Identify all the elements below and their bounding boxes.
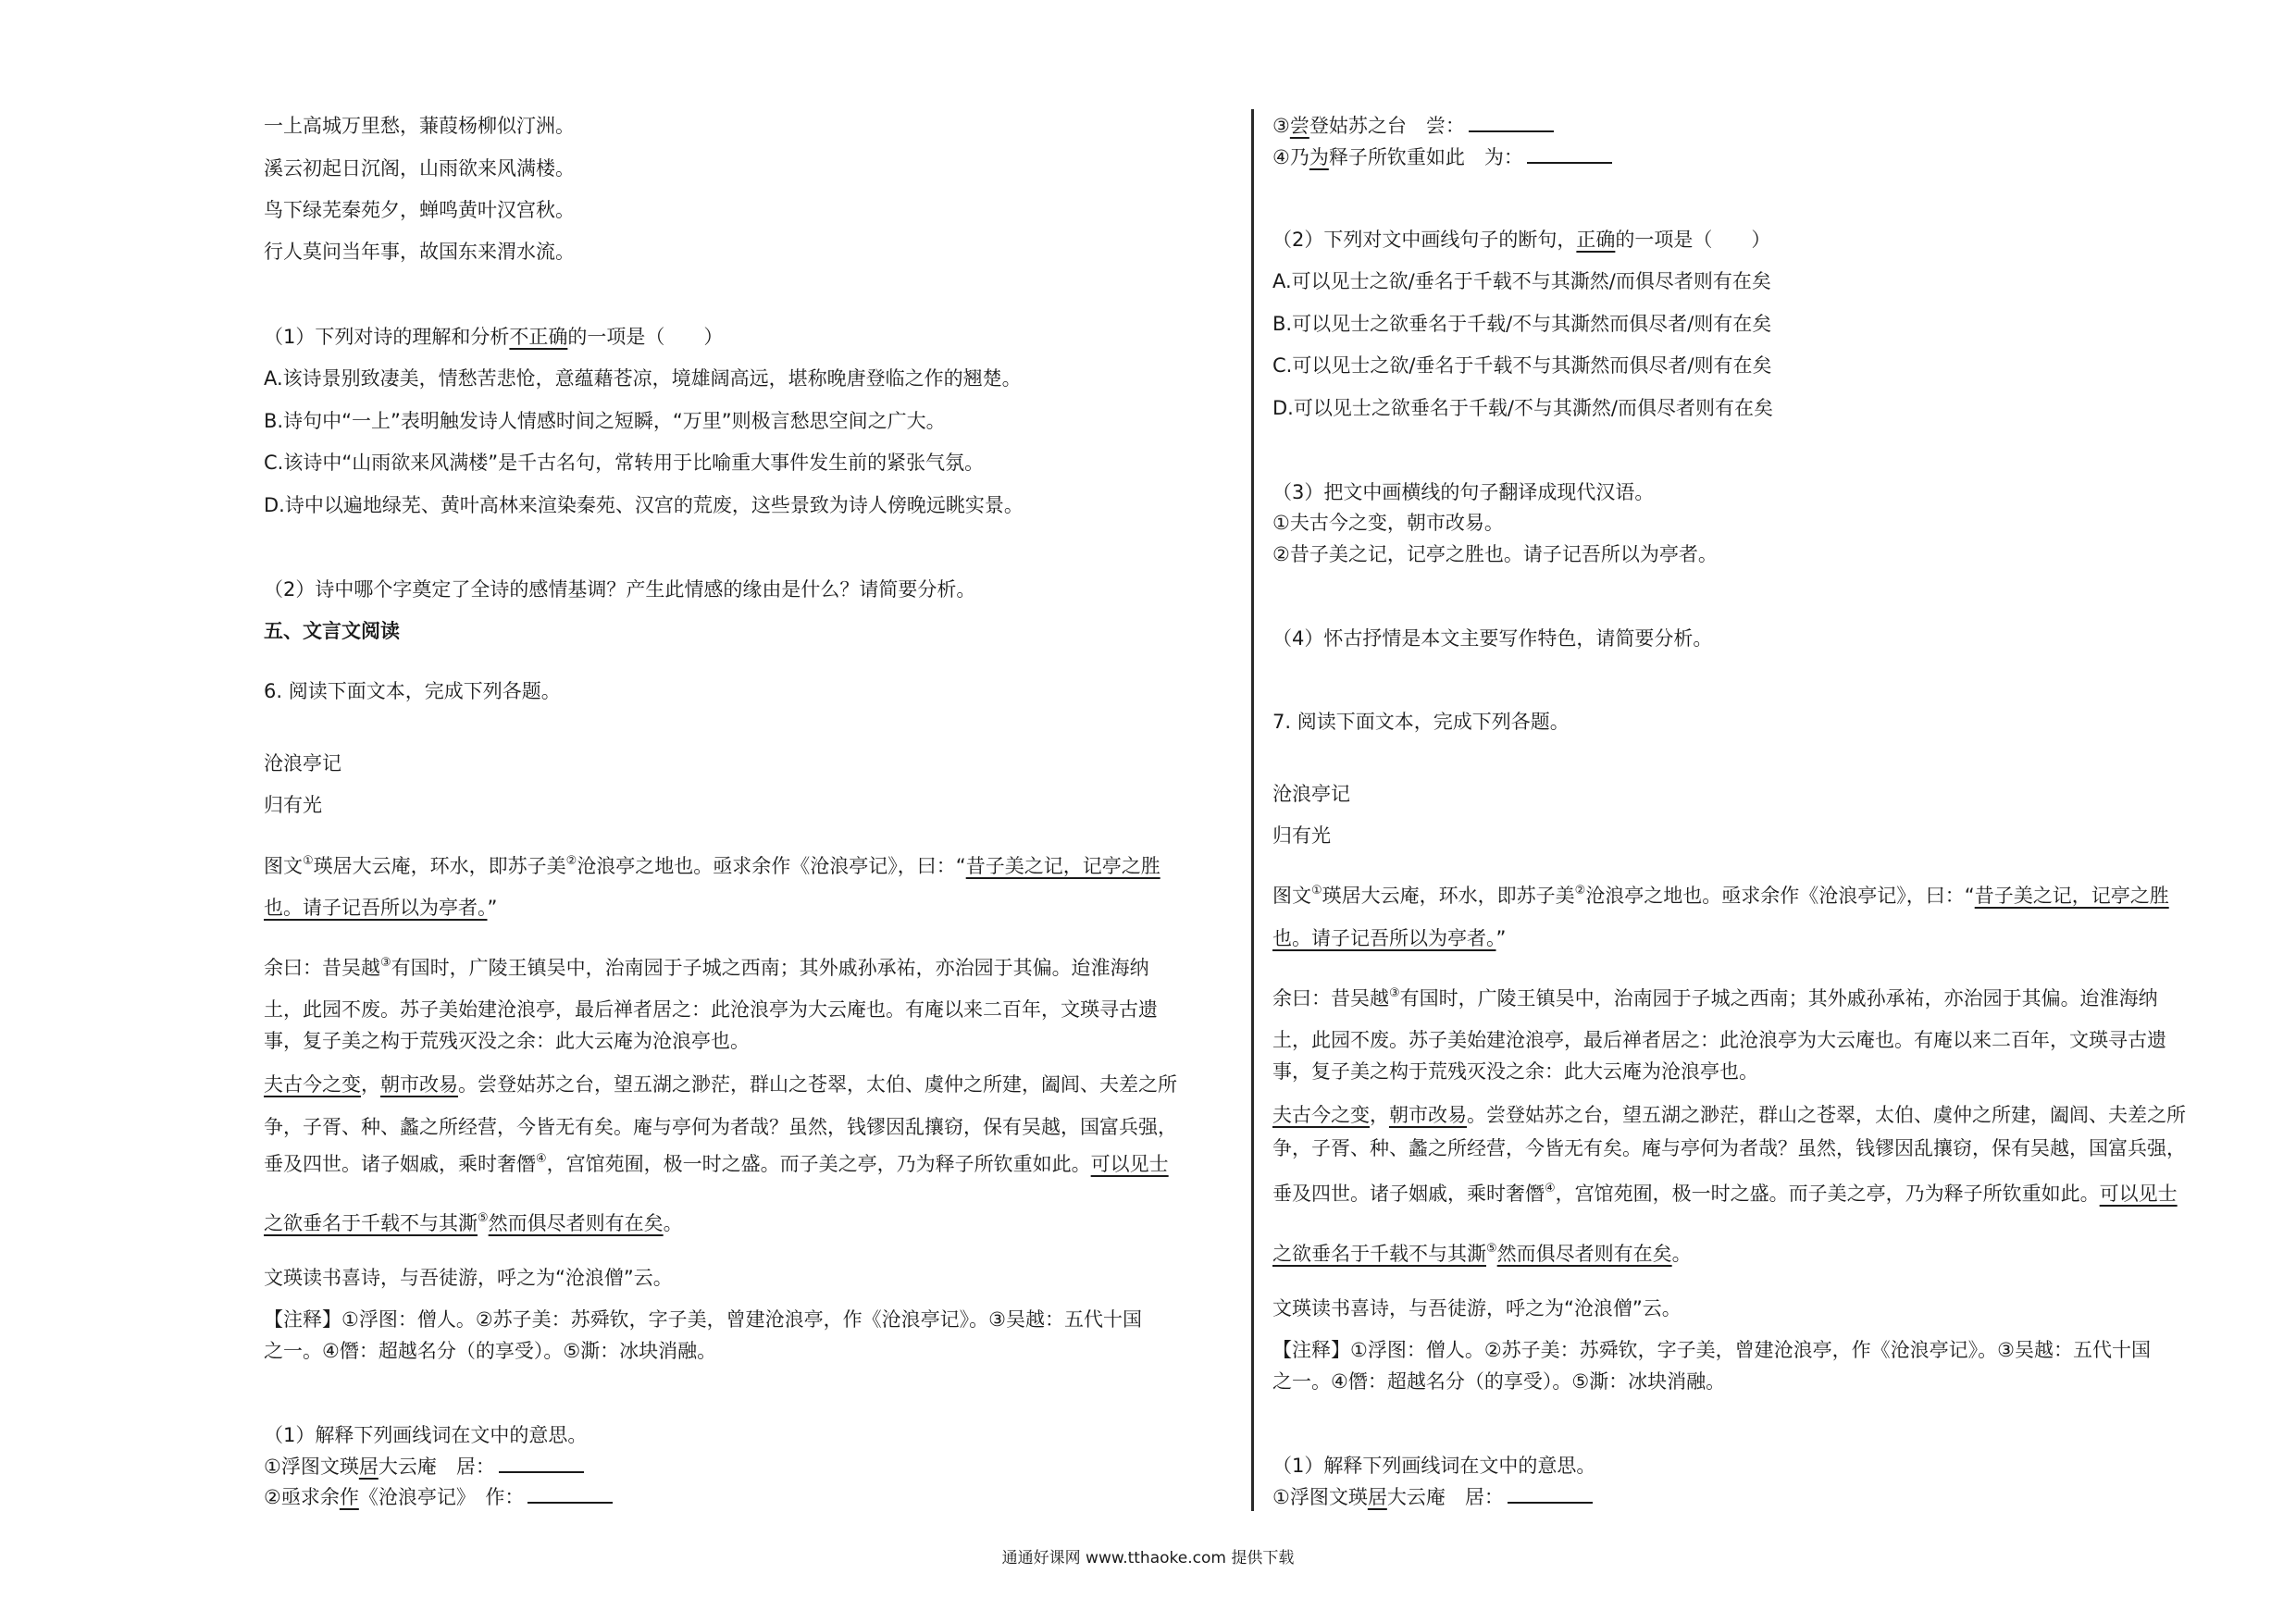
option-b: B.可以见士之欲垂名于千载/不与其澌然而俱尽者/则有在矣 <box>1272 313 1772 335</box>
article-title: 沧浪亭记 <box>264 752 341 774</box>
sub-question-1: （1）解释下列画线词在文中的意思。 <box>264 1424 588 1446</box>
option-c: C.该诗中“山雨欲来风满楼”是千古名句，常转用于比喻重大事件发生前的紧张气氛。 <box>264 452 985 474</box>
paragraph-line: 图文①瑛居大云庵，环水，即苏子美②沧浪亭之地也。亟求余作《沧浪亭记》，曰：“昔子美之记，记亭之胜 <box>264 854 1160 877</box>
poem-question-2: （2）诗中哪个字奠定了全诗的感情基调？产生此情感的缘由是什么？请简要分析。 <box>264 578 976 601</box>
paragraph-line: 文瑛读书喜诗，与吾徒游，呼之为“沧浪僧”云。 <box>264 1267 673 1289</box>
paragraph-line: 事，复子美之构于荒残灭没之余：此大云庵为沧浪亭也。 <box>1272 1060 1758 1083</box>
paragraph-line: 也。请子记吾所以为亭者。” <box>1272 927 1507 949</box>
paragraph-line: 土，此园不废。苏子美始建沧浪亭，最后禅者居之：此沧浪亭为大云庵也。有庵以来二百年，文瑛寻古遗 <box>264 998 1158 1021</box>
word-item: ②亟求余作《沧浪亭记》 作： <box>264 1483 613 1510</box>
article-title: 沧浪亭记 <box>1272 783 1350 805</box>
answer-blank[interactable] <box>1527 143 1612 164</box>
option-a: A.该诗景别致凄美，情愁苦悲怆，意蕴藉苍凉，境雄阔高远，堪称晚唐登临之作的翘楚。 <box>264 367 1022 390</box>
paragraph-line: 之欲垂名于千载不与其澌⑤然而俱尽者则有在矣。 <box>1272 1242 1692 1265</box>
article-author: 归有光 <box>1272 824 1331 847</box>
notes-line: 之一。④僭：超越名分（的享受）。⑤澌：冰块消融。 <box>1272 1370 1726 1393</box>
word-item: ④乃为释子所钦重如此 为： <box>1272 143 1612 170</box>
answer-blank[interactable] <box>1469 112 1554 132</box>
paragraph-line: 垂及四世。诸子姻戚，乘时奢僭④，宫馆苑囿，极一时之盛。而子美之亭，乃为释子所钦重如此。可以见士 <box>1272 1182 2178 1205</box>
poem-line: 一上高城万里愁，蒹葭杨柳似汀洲。 <box>264 115 575 137</box>
paragraph-line: 也。请子记吾所以为亭者。” <box>264 897 498 919</box>
paragraph-line: 余曰：昔吴越③有国时，广陵王镇吴中，治南园于子城之西南；其外戚孙承祐，亦治园于其偏。迨淮海纳 <box>1272 986 2158 1010</box>
sub-question-1: （1）解释下列画线词在文中的意思。 <box>1272 1455 1596 1477</box>
option-d: D.诗中以遍地绿芜、黄叶高林来渲染秦苑、汉宫的荒废，这些景致为诗人傍晚远眺实景。 <box>264 494 1024 516</box>
answer-blank[interactable] <box>1508 1483 1593 1504</box>
paragraph-line: 夫古今之变，朝市改易。尝登姑苏之台，望五湖之渺茫，群山之苍翠，太伯、虞仲之所建，阖闾、夫差之所 <box>1272 1104 2186 1126</box>
paragraph-line: 土，此园不废。苏子美始建沧浪亭，最后禅者居之：此沧浪亭为大云庵也。有庵以来二百年，文瑛寻古遗 <box>1272 1029 2166 1051</box>
notes-line: 【注释】①浮图：僧人。②苏子美：苏舜钦，字子美，曾建沧浪亭，作《沧浪亭记》。③吴越：五代十国 <box>264 1308 1142 1331</box>
word-item: ①浮图文瑛居大云庵 居： <box>264 1453 584 1480</box>
question-7: 7. 阅读下面文本，完成下列各题。 <box>1272 711 1570 733</box>
option-c: C.可以见士之欲/垂名于千载不与其澌然而俱尽者/则有在矣 <box>1272 354 1772 377</box>
word-item: ①浮图文瑛居大云庵 居： <box>1272 1483 1593 1510</box>
notes-line: 【注释】①浮图：僧人。②苏子美：苏舜钦，字子美，曾建沧浪亭，作《沧浪亭记》。③吴越：五代十国 <box>1272 1339 2151 1361</box>
paragraph-line: 余曰：昔吴越③有国时，广陵王镇吴中，治南园于子城之西南；其外戚孙承祐，亦治园于其偏。迨淮海纳 <box>264 956 1149 979</box>
poem-line: 鸟下绿芜秦苑夕，蝉鸣黄叶汉宫秋。 <box>264 199 575 221</box>
question-3: （3）把文中画横线的句子翻译成现代汉语。 <box>1272 481 1655 503</box>
page-footer: 通通好课网 www.tthaoke.com 提供下载 <box>1001 1549 1295 1567</box>
paragraph-line: 文瑛读书喜诗，与吾徒游，呼之为“沧浪僧”云。 <box>1272 1297 1682 1319</box>
paragraph-line: 之欲垂名于千载不与其澌⑤然而俱尽者则有在矣。 <box>264 1211 683 1234</box>
option-b: B.诗句中“一上”表明触发诗人情感时间之短瞬，“万里”则极言愁思空间之广大。 <box>264 410 946 432</box>
option-a: A.可以见士之欲/垂名于千载不与其澌然/而俱尽者则有在矣 <box>1272 270 1771 292</box>
translate-item: ②昔子美之记，记亭之胜也。请子记吾所以为亭者。 <box>1272 543 1718 565</box>
poem-line: 溪云初起日沉阁，山雨欲来风满楼。 <box>264 157 575 180</box>
question-6: 6. 阅读下面文本，完成下列各题。 <box>264 680 561 702</box>
poem-line: 行人莫问当年事，故国东来渭水流。 <box>264 241 575 263</box>
column-divider <box>1251 109 1254 1511</box>
paragraph-line: 垂及四世。诸子姻戚，乘时奢僭④，宫馆苑囿，极一时之盛。而子美之亭，乃为释子所钦重如此。可以见士 <box>264 1152 1169 1175</box>
translate-item: ①夫古今之变，朝市改易。 <box>1272 512 1504 534</box>
paragraph-line: 事，复子美之构于荒残灭没之余：此大云庵为沧浪亭也。 <box>264 1030 750 1052</box>
section-heading: 五、文言文阅读 <box>264 620 400 642</box>
question-2: （2）下列对文中画线句子的断句，正确的一项是（ ） <box>1272 229 1771 251</box>
poem-question-1: （1）下列对诗的理解和分析不正确的一项是（ ） <box>264 326 724 348</box>
question-4: （4）怀古抒情是本文主要写作特色，请简要分析。 <box>1272 627 1713 650</box>
article-author: 归有光 <box>264 794 322 816</box>
paragraph-line: 争，子胥、种、蠡之所经营，今皆无有矣。庵与亭何为者哉？虽然，钱镠因乱攘窃，保有吴越，国富兵强， <box>264 1116 1177 1138</box>
paragraph-line: 图文①瑛居大云庵，环水，即苏子美②沧浪亭之地也。亟求余作《沧浪亭记》，曰：“昔子美之记，记亭之胜 <box>1272 884 2169 907</box>
word-item: ③尝登姑苏之台 尝： <box>1272 112 1554 139</box>
option-d: D.可以见士之欲垂名于千载/不与其澌然/而俱尽者则有在矣 <box>1272 397 1773 419</box>
notes-line: 之一。④僭：超越名分（的享受）。⑤澌：冰块消融。 <box>264 1340 717 1362</box>
answer-blank[interactable] <box>527 1483 613 1504</box>
answer-blank[interactable] <box>499 1453 584 1473</box>
paragraph-line: 夫古今之变，朝市改易。尝登姑苏之台，望五湖之渺茫，群山之苍翠，太伯、虞仲之所建，阖闾、夫差之所 <box>264 1073 1177 1096</box>
paragraph-line: 争，子胥、种、蠡之所经营，今皆无有矣。庵与亭何为者哉？虽然，钱镠因乱攘窃，保有吴越，国富兵强， <box>1272 1137 2186 1159</box>
